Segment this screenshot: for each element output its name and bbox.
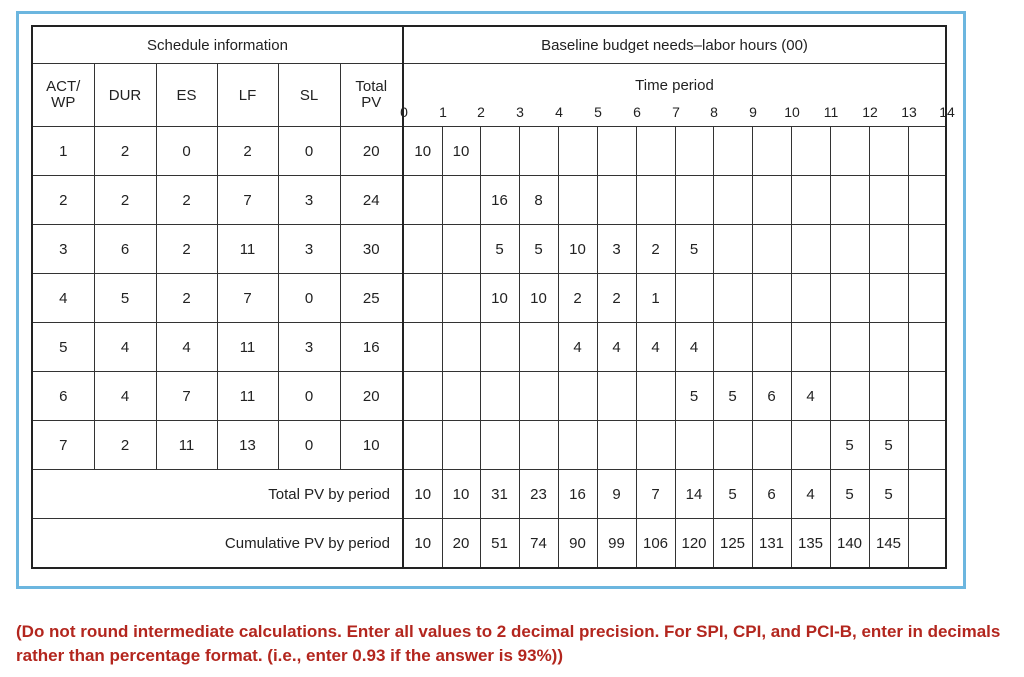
period-cell xyxy=(869,176,908,225)
col-header-sl: SL xyxy=(278,64,340,127)
period-cell xyxy=(558,372,597,421)
period-cell xyxy=(403,176,442,225)
period-cell: 120 xyxy=(675,519,713,569)
period-cell: 10 xyxy=(442,127,480,176)
period-cell xyxy=(791,274,830,323)
period-cell xyxy=(636,421,675,470)
period-cell xyxy=(403,372,442,421)
period-cell xyxy=(791,323,830,372)
time-tick-label: 5 xyxy=(594,104,602,120)
period-cell: 8 xyxy=(519,176,558,225)
period-cell xyxy=(830,176,869,225)
cell-lf: 7 xyxy=(217,274,278,323)
cell-lf: 11 xyxy=(217,372,278,421)
time-tick-label: 6 xyxy=(633,104,641,120)
period-cell: 5 xyxy=(675,372,713,421)
period-cell xyxy=(519,323,558,372)
cell-pv: 24 xyxy=(340,176,403,225)
period-cell xyxy=(908,421,946,470)
period-cell xyxy=(403,421,442,470)
cell-sl: 0 xyxy=(278,372,340,421)
period-cell xyxy=(752,323,791,372)
cell-sl: 3 xyxy=(278,176,340,225)
period-cell xyxy=(908,372,946,421)
period-cell: 20 xyxy=(442,519,480,569)
period-cell xyxy=(442,372,480,421)
cell-pv: 10 xyxy=(340,421,403,470)
cell-dur: 2 xyxy=(94,421,156,470)
period-cell xyxy=(480,127,519,176)
time-tick-label: 13 xyxy=(901,104,917,120)
time-tick-label: 1 xyxy=(439,104,447,120)
cell-lf: 11 xyxy=(217,225,278,274)
period-cell xyxy=(830,127,869,176)
period-cell: 4 xyxy=(636,323,675,372)
period-cell xyxy=(675,127,713,176)
period-cell xyxy=(869,372,908,421)
cell-pv: 20 xyxy=(340,127,403,176)
cell-lf: 7 xyxy=(217,176,278,225)
col-header-total-pv xyxy=(340,64,403,127)
time-tick-label: 11 xyxy=(823,104,839,120)
period-cell: 90 xyxy=(558,519,597,569)
period-cell xyxy=(675,274,713,323)
period-cell: 23 xyxy=(519,470,558,519)
period-cell xyxy=(752,127,791,176)
period-cell: 5 xyxy=(830,421,869,470)
period-cell xyxy=(636,127,675,176)
cell-lf: 13 xyxy=(217,421,278,470)
total-pv-row xyxy=(32,470,946,519)
cell-sl: 3 xyxy=(278,323,340,372)
schedule-info-header: Schedule information xyxy=(32,26,403,64)
col-header-es: ES xyxy=(156,64,217,127)
period-cell: 5 xyxy=(713,470,752,519)
period-cell: 2 xyxy=(597,274,636,323)
period-cell xyxy=(597,421,636,470)
cell-sl: 3 xyxy=(278,225,340,274)
cell-es: 2 xyxy=(156,176,217,225)
cell-es: 7 xyxy=(156,372,217,421)
period-cell xyxy=(519,127,558,176)
cell-sl: 0 xyxy=(278,274,340,323)
period-cell: 3 xyxy=(597,225,636,274)
cell-es: 0 xyxy=(156,127,217,176)
period-cell xyxy=(752,225,791,274)
period-cell xyxy=(442,274,480,323)
cell-act: 5 xyxy=(32,323,94,372)
period-cell: 5 xyxy=(675,225,713,274)
period-cell: 5 xyxy=(480,225,519,274)
table-row xyxy=(32,421,946,470)
table-row xyxy=(32,372,946,421)
period-cell: 5 xyxy=(519,225,558,274)
table-row xyxy=(32,176,946,225)
time-tick-label: 7 xyxy=(672,104,680,120)
period-cell xyxy=(791,225,830,274)
period-cell: 10 xyxy=(403,470,442,519)
period-cell xyxy=(675,176,713,225)
table-row xyxy=(32,274,946,323)
time-tick-label: 12 xyxy=(862,104,878,120)
period-cell: 16 xyxy=(480,176,519,225)
period-cell: 2 xyxy=(558,274,597,323)
period-cell xyxy=(597,176,636,225)
period-cell xyxy=(752,421,791,470)
period-cell xyxy=(830,372,869,421)
period-cell xyxy=(791,176,830,225)
cell-es: 2 xyxy=(156,225,217,274)
period-cell: 5 xyxy=(869,470,908,519)
time-tick-label: 14 xyxy=(939,104,955,120)
period-cell xyxy=(713,127,752,176)
period-cell: 10 xyxy=(403,127,442,176)
instruction-note: (Do not round intermediate calculations. Enter all values to 2 decimal precision. For SPI, CPI, and PCI-B, enter in decimals rather than percentage format. (i.e., enter 0.93 if the answer is 93%)) xyxy=(16,622,1001,665)
period-cell: 4 xyxy=(791,372,830,421)
period-cell: 140 xyxy=(830,519,869,569)
budget-needs-header: Baseline budget needs–labor hours (00) xyxy=(403,26,946,64)
period-cell xyxy=(791,127,830,176)
table-row xyxy=(32,323,946,372)
cell-dur: 2 xyxy=(94,127,156,176)
period-cell: 6 xyxy=(752,470,791,519)
period-cell xyxy=(597,372,636,421)
cell-es: 2 xyxy=(156,274,217,323)
period-cell: 2 xyxy=(636,225,675,274)
period-cell: 4 xyxy=(558,323,597,372)
act-wp-line1: ACT/ xyxy=(46,78,81,95)
cell-act: 2 xyxy=(32,176,94,225)
cell-pv: 16 xyxy=(340,323,403,372)
period-cell xyxy=(869,127,908,176)
cell-es: 11 xyxy=(156,421,217,470)
period-cell xyxy=(908,519,946,569)
period-cell xyxy=(442,176,480,225)
period-cell: 10 xyxy=(403,519,442,569)
col-header-act-wp xyxy=(32,64,94,127)
period-cell: 1 xyxy=(636,274,675,323)
col-header-dur: DUR xyxy=(94,64,156,127)
period-cell xyxy=(519,421,558,470)
period-cell: 5 xyxy=(869,421,908,470)
period-cell xyxy=(480,323,519,372)
cell-dur: 2 xyxy=(94,176,156,225)
cell-dur: 4 xyxy=(94,323,156,372)
cell-pv: 20 xyxy=(340,372,403,421)
period-cell: 4 xyxy=(597,323,636,372)
period-cell: 10 xyxy=(519,274,558,323)
time-tick-label: 0 xyxy=(400,104,408,120)
period-cell xyxy=(752,274,791,323)
period-cell: 10 xyxy=(442,470,480,519)
period-cell xyxy=(713,274,752,323)
cell-dur: 4 xyxy=(94,372,156,421)
period-cell xyxy=(713,225,752,274)
period-cell: 7 xyxy=(636,470,675,519)
time-tick-label: 10 xyxy=(784,104,800,120)
cumulative-pv-row xyxy=(32,519,946,569)
cell-act: 6 xyxy=(32,372,94,421)
period-cell xyxy=(713,176,752,225)
cell-pv: 30 xyxy=(340,225,403,274)
period-cell xyxy=(442,225,480,274)
period-cell xyxy=(830,225,869,274)
period-cell xyxy=(908,176,946,225)
period-cell: 6 xyxy=(752,372,791,421)
period-cell xyxy=(636,372,675,421)
period-cell xyxy=(830,274,869,323)
period-cell: 16 xyxy=(558,470,597,519)
time-tick-label: 8 xyxy=(710,104,718,120)
period-cell xyxy=(403,323,442,372)
period-cell: 9 xyxy=(597,470,636,519)
cell-pv: 25 xyxy=(340,274,403,323)
time-period-label: Time period xyxy=(635,77,714,94)
period-cell xyxy=(713,421,752,470)
period-cell xyxy=(713,323,752,372)
period-cell xyxy=(908,470,946,519)
period-cell xyxy=(558,127,597,176)
cell-act: 3 xyxy=(32,225,94,274)
period-cell: 135 xyxy=(791,519,830,569)
period-cell: 4 xyxy=(791,470,830,519)
period-cell xyxy=(752,176,791,225)
period-cell: 125 xyxy=(713,519,752,569)
period-cell xyxy=(869,274,908,323)
table-row xyxy=(32,225,946,274)
period-cell: 10 xyxy=(480,274,519,323)
total-pv-line2: PV xyxy=(361,94,382,111)
period-cell: 14 xyxy=(675,470,713,519)
period-cell: 10 xyxy=(558,225,597,274)
table-row xyxy=(32,127,946,176)
period-cell: 5 xyxy=(830,470,869,519)
period-cell xyxy=(519,372,558,421)
period-cell xyxy=(869,225,908,274)
cell-act: 7 xyxy=(32,421,94,470)
period-cell xyxy=(636,176,675,225)
cell-sl: 0 xyxy=(278,421,340,470)
total-pv-row-label: Total PV by period xyxy=(32,470,403,519)
period-cell xyxy=(908,127,946,176)
period-cell xyxy=(597,127,636,176)
time-tick-label: 4 xyxy=(555,104,563,120)
cell-sl: 0 xyxy=(278,127,340,176)
period-cell xyxy=(908,323,946,372)
period-cell xyxy=(403,274,442,323)
act-wp-line2: WP xyxy=(51,94,76,111)
pv-baseline-table xyxy=(31,25,955,569)
time-tick-label: 3 xyxy=(516,104,524,120)
period-cell: 31 xyxy=(480,470,519,519)
period-cell xyxy=(791,421,830,470)
period-cell xyxy=(830,323,869,372)
period-cell: 99 xyxy=(597,519,636,569)
period-cell xyxy=(908,225,946,274)
time-tick-label: 9 xyxy=(749,104,757,120)
period-cell: 51 xyxy=(480,519,519,569)
cell-dur: 5 xyxy=(94,274,156,323)
cell-act: 4 xyxy=(32,274,94,323)
period-cell: 131 xyxy=(752,519,791,569)
time-tick-label: 2 xyxy=(477,104,485,120)
time-period-header xyxy=(400,64,955,127)
period-cell xyxy=(908,274,946,323)
period-cell xyxy=(480,372,519,421)
cell-lf: 11 xyxy=(217,323,278,372)
period-cell xyxy=(480,421,519,470)
col-header-lf: LF xyxy=(217,64,278,127)
period-cell: 5 xyxy=(713,372,752,421)
period-cell xyxy=(442,323,480,372)
period-cell xyxy=(675,421,713,470)
cell-act: 1 xyxy=(32,127,94,176)
cell-dur: 6 xyxy=(94,225,156,274)
period-cell: 4 xyxy=(675,323,713,372)
period-cell: 74 xyxy=(519,519,558,569)
total-pv-line1: Total xyxy=(355,78,388,95)
period-cell xyxy=(558,421,597,470)
cumulative-pv-row-label: Cumulative PV by period xyxy=(32,519,403,569)
period-cell xyxy=(442,421,480,470)
cell-lf: 2 xyxy=(217,127,278,176)
period-cell: 106 xyxy=(636,519,675,569)
period-cell: 145 xyxy=(869,519,908,569)
cell-es: 4 xyxy=(156,323,217,372)
period-cell xyxy=(869,323,908,372)
period-cell xyxy=(558,176,597,225)
period-cell xyxy=(403,225,442,274)
